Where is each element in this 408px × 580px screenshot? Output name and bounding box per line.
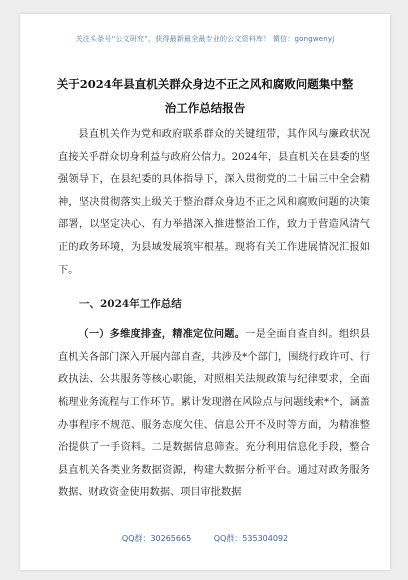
subsection-paragraph <box>58 323 370 505</box>
document-title <box>44 72 366 120</box>
document-body <box>58 124 370 505</box>
subsection-text: 一是全面自查自纠。组织县直机关各部门深入开展内部自查，共涉及*个部门，围绕行政许可、行政执法、公共服务等核心职能，对照相关法规政策与纪律要求，全面梳理业务流程与工作环节。累计发现潜在风险点与问题线索*个，涵盖办事程序不规范、服务态度欠佳、信息公开不及时等方面，为精准整治提供了一手资料。二是数据信息筛查。充分利用信息化手段，整合县直机关各类业务数据资源，构建大数据分析平台。通过对政务服务数据、财政资金使用数据、项目审批数据 <box>58 329 371 499</box>
title-line-1: 关于2024年县直机关群众身边不正之风和腐败问题集中整 <box>56 77 354 91</box>
footer-qq-1: QQ群：30265665 <box>121 534 192 543</box>
title-line-2: 治工作总结报告 <box>164 101 246 115</box>
header-note: 关注头条号“公文研究”，获得最新最全最专业的公文资料库！ 微信：gongwenyj <box>75 35 335 43</box>
footer-qq-2: QQ群：535304092 <box>213 534 289 543</box>
section-heading: 一、2024年工作总结 <box>79 298 182 311</box>
document-page <box>20 14 390 570</box>
subsection-heading: （一）多维度排查，精准定位问题。 <box>78 328 246 341</box>
intro-paragraph: 县直机关作为党和政府联系群众的关键纽带，其作风与廉政状况直接关乎群众切身利益与政府公信力。2024年，县直机关在县委的坚强领导下，在县纪委的具体指导下，深入贯彻党的二十届三中全会精神，坚决贯彻落实上级关于整治群众身边不正之风和腐败问题的决策部署，以坚定决心、有力举措深入推进整治工作，致力于营造风清气正的政务环境，为县域发展筑牢根基。现将有关工作进展情况汇报如下。 <box>58 129 370 276</box>
footer <box>20 533 390 544</box>
